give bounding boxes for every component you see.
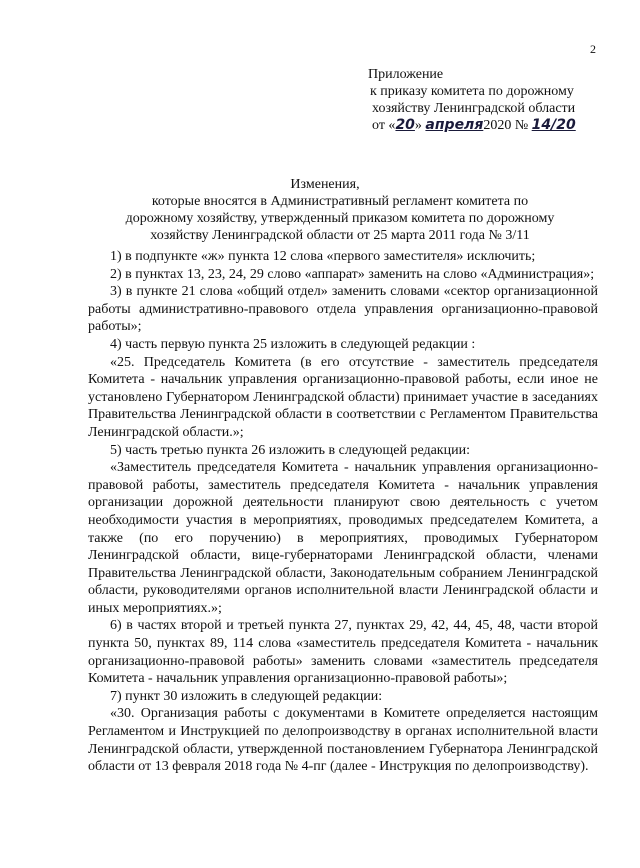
appendix-title: Приложение <box>368 67 444 82</box>
document-body <box>88 248 598 776</box>
appendix-line-2: к приказу комитета по дорожному <box>370 84 574 99</box>
appendix-date-line <box>372 117 576 134</box>
title-line-1: Изменения, <box>290 177 360 192</box>
paragraph: 5) часть третью пункта 26 изложить в следующей редакции: <box>110 442 470 458</box>
handwritten-number: 14/20 <box>531 117 576 133</box>
appendix-line-3: хозяйству Ленинградской области <box>372 101 576 116</box>
paragraph: 1) в подпункте «ж» пункта 12 слова «первого заместителя» исключить; <box>110 249 536 264</box>
page-number: 2 <box>590 42 596 56</box>
date-mid: » <box>414 118 422 133</box>
paragraph: «25. Председатель Комитета (в его отсутствие - заместитель председателя Комитета - начальник управления организационно-правовой работы, если иное не установлено Губернатором Ленинградской области) принимает участие в заседаниях Правительства Ленинградской области в соответствии с Регламентом Правительства Ленинградской области.»; <box>88 354 598 440</box>
paragraph: 4) часть первую пункта 25 изложить в следующей редакции : <box>110 336 476 352</box>
title-line-4: хозяйству Ленинградской области от 25 марта 2011 года № 3/11 <box>150 228 530 243</box>
title-line-3: дорожному хозяйству, утвержденный приказом комитета по дорожному <box>125 211 555 226</box>
handwritten-month: апреля <box>425 117 484 133</box>
appendix-block <box>368 66 576 134</box>
title-line-2: которые вносятся в Административный регламент комитета по <box>151 194 529 209</box>
paragraph: 7) пункт 30 изложить в следующей редакции: <box>110 688 383 704</box>
date-prefix: от « <box>372 118 396 133</box>
paragraph: «30. Организация работы с документами в Комитете определяется настоящим Регламентом и Инструкцией по делопроизводству в органах исполнительной власти Ленинградской области, утвержденной постановлением Губернатора Ленинградской области от 13 февраля 2018 года № 4-пг (далее - Инструкция по делопроизводству). <box>88 706 598 775</box>
paragraph: 2) в пунктах 13, 23, 24, 29 слово «аппарат» заменить на слово «Администрация»; <box>110 266 595 282</box>
paragraph: 3) в пункте 21 слова «общий отдел» заменить словами «сектор организационной работы административно-правового отдела управления организационно-правовой работы»; <box>88 284 598 335</box>
paragraph: «Заместитель председателя Комитета - начальник управления организационно-правовой работы, заместитель председателя Комитета - начальник управления организации дорожной деятельности планируют свою деятельность с учетом необходимости участия в мероприятиях, проводимых председателем Комитета, а также (по его поручению) в мероприятиях, проводимых Губернатором Ленинградской области, вице-губернаторами Ленинградской области, членами Правительства Ленинградской области, Законодательным собранием Ленинградской области, руководителями органов исполнительной власти Ленинградской области и иных мероприятиях.»; <box>88 460 598 616</box>
date-year: 2020 № <box>483 118 529 133</box>
document-title <box>0 176 640 244</box>
handwritten-day: 20 <box>395 117 415 133</box>
paragraph: 6) в частях второй и третьей пункта 27, пунктах 29, 42, 44, 45, 48, части второй пункта 50, пунктах 89, 114 слова «заместитель председателя Комитета - начальник организационно-правовой работы» заменить словами «заместитель председателя Комитета - начальник управления организационно-правовой работы»; <box>88 618 598 687</box>
